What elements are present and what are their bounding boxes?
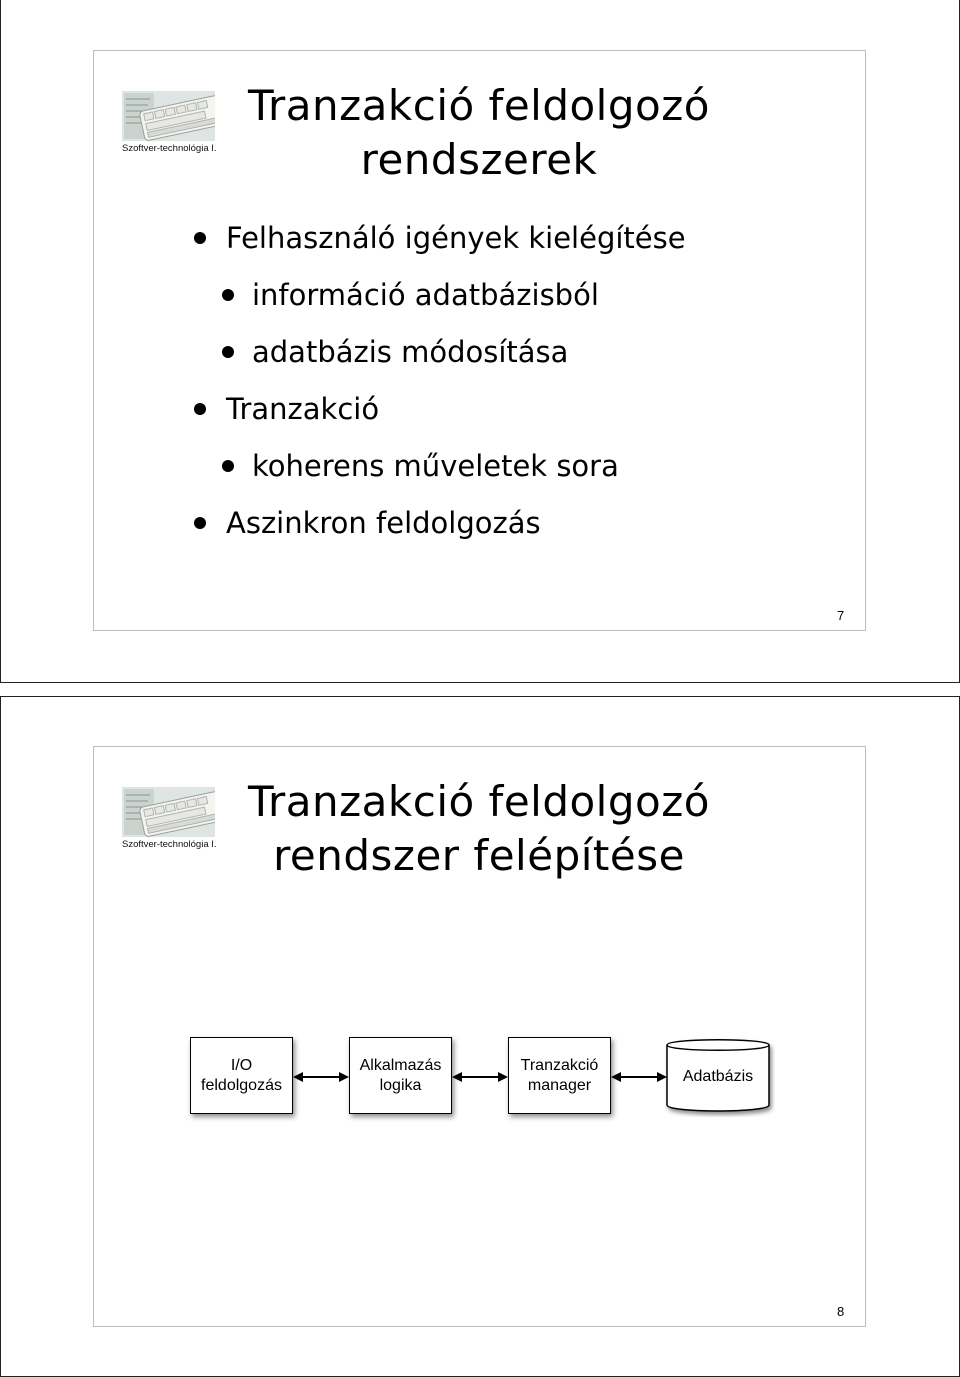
box-label-line2: logika [379, 1076, 422, 1094]
database-label: Adatbázis [682, 1068, 754, 1085]
double-arrow-icon [611, 1067, 667, 1087]
bullet-dot-icon [194, 232, 206, 244]
application-logic-box [349, 1037, 452, 1114]
slide-7 [93, 50, 866, 631]
course-logo [122, 787, 217, 857]
double-arrow-icon [452, 1067, 508, 1087]
page-number: 8 [837, 1304, 845, 1319]
bullet-text: adatbázis módosítása [252, 335, 569, 369]
database-cylinder [665, 1035, 775, 1117]
box-label-line2: manager [527, 1076, 592, 1094]
box-label-line2: feldolgozás [201, 1076, 282, 1094]
keyboard-image-icon [122, 91, 215, 141]
page-number: 7 [837, 608, 845, 623]
slide-title-line1: Tranzakció feldolgozó [248, 81, 710, 130]
slide-title-line2: rendszer felépítése [273, 831, 685, 880]
box-label-line1: Tranzakció [520, 1056, 599, 1074]
bullet-dot-icon [222, 346, 234, 358]
bullet-dot-icon [194, 517, 206, 529]
box-label-line1: Alkalmazás [359, 1056, 442, 1074]
bullet-dot-icon [222, 460, 234, 472]
double-arrow-icon [293, 1067, 349, 1087]
bullet-text: Tranzakció [226, 392, 380, 426]
bullet-dot-icon [222, 289, 234, 301]
logo-caption: Szoftver-technológia I. [122, 839, 217, 850]
keyboard-image-icon [122, 787, 215, 837]
bullet-text: Aszinkron feldolgozás [226, 506, 541, 540]
io-processing-box [190, 1037, 293, 1114]
bullet-text: Felhasználó igények kielégítése [226, 221, 686, 255]
bullet-text: információ adatbázisból [252, 278, 599, 312]
transaction-manager-box [508, 1037, 611, 1114]
slide-title-line2: rendszerek [360, 135, 598, 184]
slide-8 [93, 746, 866, 1327]
slide-title-line1: Tranzakció feldolgozó [248, 777, 710, 826]
box-label-line1: I/O [230, 1056, 253, 1074]
bullet-dot-icon [194, 403, 206, 415]
bullet-text: koherens műveletek sora [252, 449, 619, 483]
logo-caption: Szoftver-technológia I. [122, 143, 217, 154]
course-logo [122, 91, 217, 161]
